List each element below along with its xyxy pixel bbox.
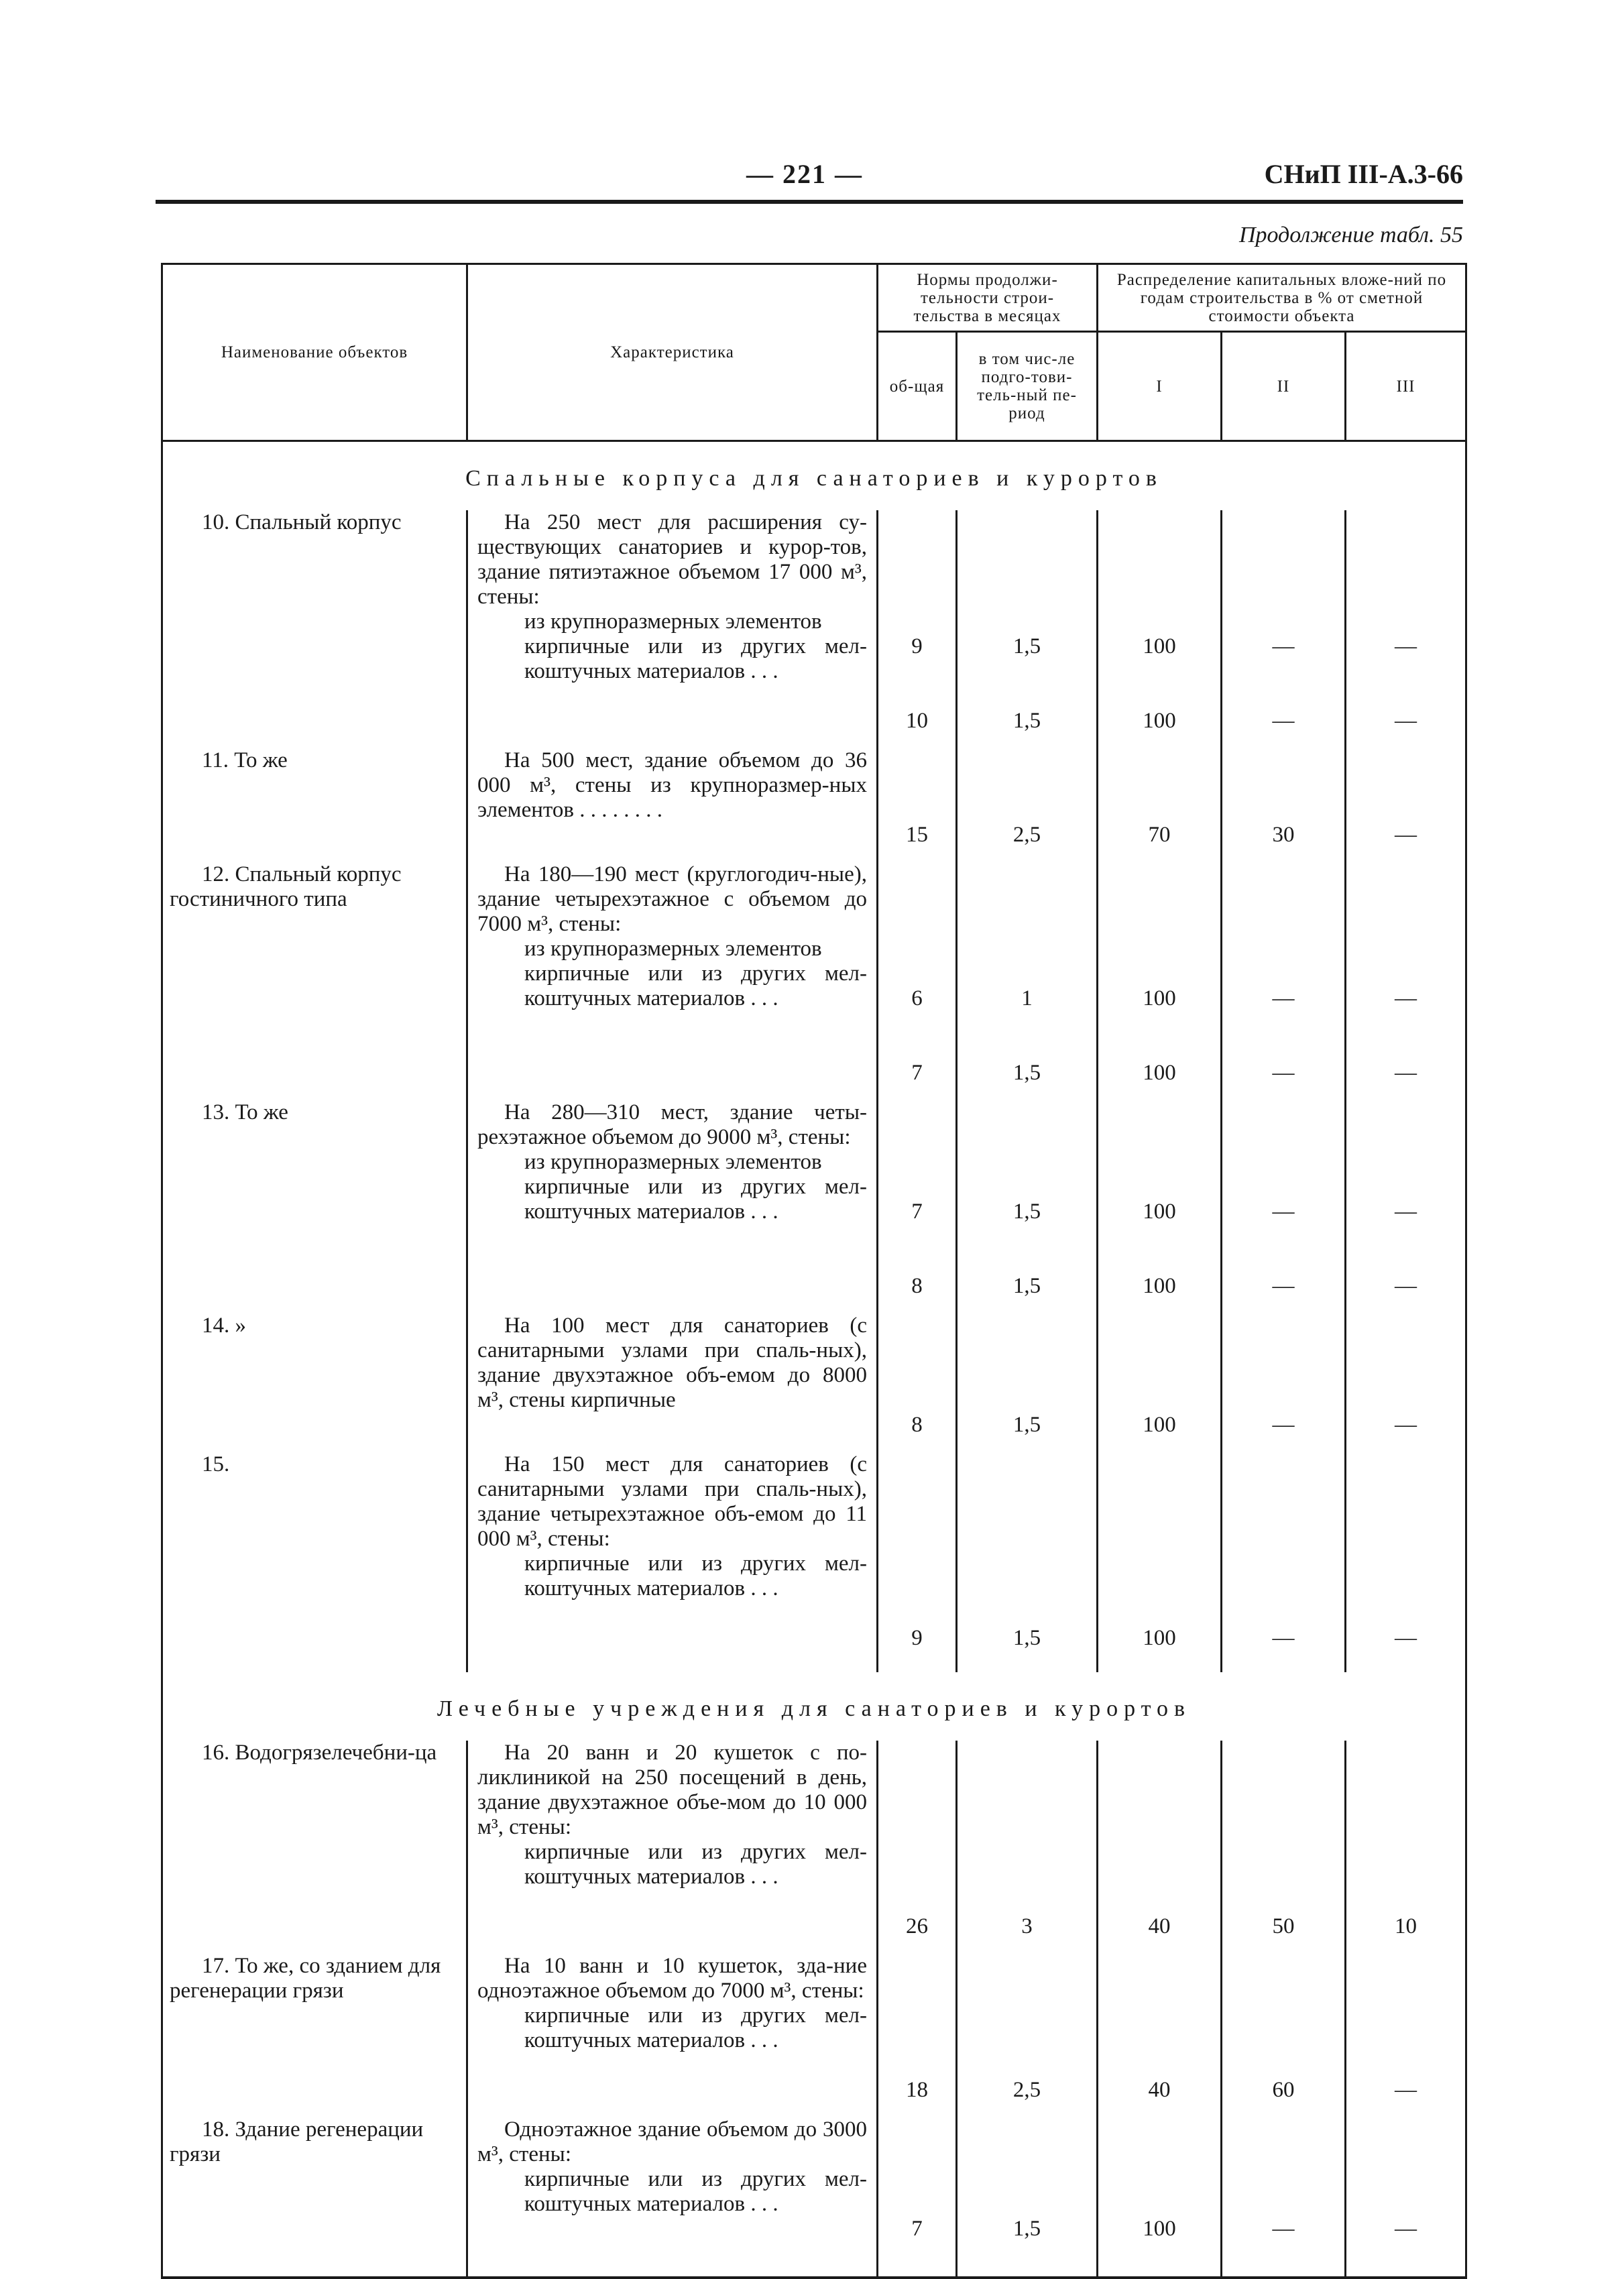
- value-year-3-cell: [1346, 748, 1466, 848]
- spacer-cell: [162, 1299, 467, 1313]
- characteristics-lead: На 500 мест, здание объемом до 36 000 м³, стены из крупноразмер-ных элементов . . . . . . . .: [477, 748, 867, 822]
- value-year-1-cell: [1098, 748, 1222, 848]
- characteristics-lead: Одноэтажное здание объемом до 3000 м³, стены:: [477, 2117, 867, 2166]
- table-row: [162, 748, 1466, 848]
- spacer-cell: [957, 734, 1098, 748]
- value-total-cell: [878, 1100, 957, 1299]
- characteristics-sub-item: кирпичные или из других мел-коштучных материалов . . .: [524, 1552, 867, 1600]
- spacer-cell: [1098, 2241, 1222, 2256]
- spacer-cell: [467, 1086, 878, 1100]
- value-prep: 2,5: [1012, 2078, 1041, 2102]
- value-year-2-cell: [1222, 510, 1346, 734]
- value-year-2: —: [1272, 986, 1295, 1010]
- spacer-cell: [1346, 1086, 1466, 1100]
- characteristics-sub-item: кирпичные или из других мел-коштучных материалов . . .: [524, 1840, 867, 1889]
- spacer-cell: [1222, 734, 1346, 748]
- header-year-1: I: [1098, 332, 1222, 441]
- value-total-cell: [878, 2117, 957, 2241]
- value-year-3: —: [1395, 1200, 1417, 1224]
- spacer-cell: [878, 1086, 957, 1100]
- spacer-cell: [957, 1666, 1098, 1672]
- spacer-cell: [467, 1651, 878, 1666]
- object-name: 18. Здание регенерации грязи: [170, 2117, 424, 2166]
- characteristics-cell: [467, 1954, 878, 2103]
- spacer-cell: [162, 1666, 467, 1672]
- table-row: [162, 862, 1466, 1086]
- value-total: 8: [911, 1413, 923, 1437]
- characteristics-sub-item: из крупноразмерных элементов: [524, 1150, 822, 1174]
- value-year-1-cell: [1098, 1100, 1222, 1299]
- value-year-2: —: [1272, 1413, 1295, 1437]
- header-investment-distribution: Распределение капитальных вложе-ний по годам строительства в % от сметной стоимости объекта: [1098, 264, 1466, 332]
- value-total-cell: [878, 1313, 957, 1438]
- value-year-1: 70: [1148, 823, 1171, 847]
- header-characteristics: Характеристика: [467, 264, 878, 441]
- spacer-cell: [1222, 1939, 1346, 1954]
- spacer-cell: [1346, 848, 1466, 862]
- value-year-3-cell: [1346, 1741, 1466, 1939]
- spacer-cell: [467, 1438, 878, 1452]
- object-name-cell: [162, 1452, 467, 1651]
- header-year-2: II: [1222, 332, 1346, 441]
- object-name-cell: [162, 862, 467, 1086]
- value-year-3-cell: [1346, 510, 1466, 734]
- characteristics-cell: [467, 1100, 878, 1299]
- value-year-3: —: [1395, 634, 1417, 658]
- value-total: 18: [906, 2078, 928, 2102]
- value-prep: 1,5: [1012, 1274, 1041, 1298]
- header-total: об-щая: [878, 332, 957, 441]
- spacer-cell: [1346, 1939, 1466, 1954]
- header-name: Наименование объектов: [162, 264, 467, 441]
- value-prep-cell: [957, 1452, 1098, 1651]
- value-total-cell: [878, 1954, 957, 2103]
- spacer-cell: [957, 848, 1098, 862]
- value-year-3: —: [1395, 986, 1417, 1010]
- table-bottom-rule: [162, 2256, 1466, 2278]
- spacer-cell: [878, 2103, 957, 2117]
- object-name: 14. »: [202, 1313, 246, 1338]
- table-row: [162, 1954, 1466, 2103]
- characteristics-sub-item: из крупноразмерных элементов: [524, 609, 822, 634]
- table-body: [162, 441, 1466, 2278]
- spacer-cell: [162, 1086, 467, 1100]
- spacer-cell: [957, 1939, 1098, 1954]
- value-year-2-cell: [1222, 748, 1346, 848]
- value-year-3: —: [1395, 1413, 1417, 1437]
- row-spacer: [162, 1438, 1466, 1452]
- characteristics-sub-item: кирпичные или из других мел-коштучных материалов . . .: [524, 634, 867, 683]
- row-spacer: [162, 2103, 1466, 2117]
- value-year-2-cell: [1222, 862, 1346, 1086]
- characteristics-lead: На 20 ванн и 20 кушеток с по-ликлиникой на 250 посещений в день, здание двухэтажное объе-мом до 10 000 м³, стены:: [477, 1741, 867, 1839]
- spacer-cell: [878, 734, 957, 748]
- characteristics-sub-item: кирпичные или из других мел-коштучных материалов . . .: [524, 2167, 867, 2216]
- characteristics-lead: На 250 мест для расширения су-ществующих санаториев и курор-тов, здание пятиэтажное объемом 17 000 м³, стены:: [477, 510, 867, 609]
- value-total: 6: [911, 986, 923, 1010]
- value-year-3: —: [1395, 1626, 1417, 1650]
- characteristics-sub-item: кирпичные или из других мел-коштучных материалов . . .: [524, 1175, 867, 1224]
- value-prep-cell: [957, 1741, 1098, 1939]
- section-title: Лечебные учреждения для санаториев и курортов: [162, 1672, 1466, 1741]
- value-year-1: 100: [1143, 709, 1176, 733]
- value-total-cell: [878, 748, 957, 848]
- value-prep-cell: [957, 862, 1098, 1086]
- table-row: [162, 1741, 1466, 1939]
- bottom-rule-cell: [1222, 2256, 1346, 2278]
- value-prep: 3: [1021, 1914, 1033, 1938]
- spacer-cell: [1098, 734, 1222, 748]
- spacer-cell: [1222, 2241, 1346, 2256]
- value-prep-cell: [957, 748, 1098, 848]
- value-total-cell: [878, 1741, 957, 1939]
- characteristics-lead: На 180—190 мест (круглогодич-ные), здание четырехэтажное с объемом до 7000 м³, стены:: [477, 862, 867, 936]
- spacer-cell: [1346, 734, 1466, 748]
- value-year-3: —: [1395, 709, 1417, 733]
- value-prep: 1,5: [1012, 1413, 1041, 1437]
- value-year-2-cell: [1222, 1954, 1346, 2103]
- object-name: 10. Спальный корпус: [202, 510, 402, 534]
- object-name-cell: [162, 1741, 467, 1939]
- spacer-cell: [162, 848, 467, 862]
- value-year-1: 100: [1143, 1200, 1176, 1224]
- spacer-cell: [878, 2241, 957, 2256]
- spacer-cell: [957, 1299, 1098, 1313]
- spacer-cell: [957, 2103, 1098, 2117]
- spacer-cell: [1098, 2103, 1222, 2117]
- value-total: 9: [911, 1626, 923, 1650]
- object-name-cell: [162, 1954, 467, 2103]
- value-year-1: 100: [1143, 2217, 1176, 2241]
- value-prep: 2,5: [1012, 823, 1041, 847]
- value-prep-cell: [957, 2117, 1098, 2241]
- value-year-2: —: [1272, 1274, 1295, 1298]
- value-prep: 1,5: [1012, 634, 1041, 658]
- characteristics-cell: [467, 862, 878, 1086]
- spacer-cell: [1346, 1651, 1466, 1666]
- characteristics-sub-item: из крупноразмерных элементов: [524, 937, 822, 961]
- value-year-1: 100: [1143, 634, 1176, 658]
- value-total: 7: [911, 2217, 923, 2241]
- value-prep: 1,5: [1012, 1200, 1041, 1224]
- value-year-3-cell: [1346, 2117, 1466, 2241]
- value-year-2: 50: [1272, 1914, 1295, 1938]
- value-total-cell: [878, 510, 957, 734]
- characteristics-lead: На 280—310 мест, здание четы-рехэтажное объемом до 9000 м³, стены:: [477, 1100, 867, 1149]
- value-year-1: 100: [1143, 1061, 1176, 1085]
- value-year-3-cell: [1346, 1452, 1466, 1651]
- table-row: [162, 1313, 1466, 1438]
- characteristics-cell: [467, 1741, 878, 1939]
- characteristics-lead: На 10 ванн и 10 кушеток, зда-ние одноэтажное объемом до 7000 м³, стены:: [477, 1954, 867, 2003]
- value-year-3-cell: [1346, 1100, 1466, 1299]
- table-row: [162, 510, 1466, 734]
- spacer-cell: [1222, 2103, 1346, 2117]
- value-year-3: —: [1395, 1274, 1417, 1298]
- table-row: [162, 1452, 1466, 1651]
- value-year-3: —: [1395, 823, 1417, 847]
- spacer-cell: [162, 1651, 467, 1666]
- spacer-cell: [162, 1438, 467, 1452]
- spacer-cell: [1346, 1438, 1466, 1452]
- spacer-cell: [1222, 1651, 1346, 1666]
- value-year-3-cell: [1346, 1313, 1466, 1438]
- object-name: 13. То же: [202, 1100, 288, 1124]
- section-title: Спальные корпуса для санаториев и курортов: [162, 441, 1466, 511]
- spacer-cell: [1222, 848, 1346, 862]
- spacer-cell: [1346, 2241, 1466, 2256]
- value-year-1-cell: [1098, 510, 1222, 734]
- value-prep-cell: [957, 1954, 1098, 2103]
- value-year-2: 60: [1272, 2078, 1295, 2102]
- row-spacer: [162, 1651, 1466, 1666]
- spacer-cell: [1222, 1438, 1346, 1452]
- row-spacer: [162, 1939, 1466, 1954]
- row-spacer: [162, 1299, 1466, 1313]
- spacer-cell: [467, 1299, 878, 1313]
- value-prep-cell: [957, 1100, 1098, 1299]
- value-year-2-cell: [1222, 1452, 1346, 1651]
- bottom-rule-cell: [957, 2256, 1098, 2278]
- spacer-cell: [162, 1939, 467, 1954]
- characteristics-cell: [467, 748, 878, 848]
- value-year-3: 10: [1395, 1914, 1417, 1938]
- spacer-cell: [1098, 1086, 1222, 1100]
- value-year-3: —: [1395, 2078, 1417, 2102]
- spacer-cell: [1222, 1666, 1346, 1672]
- characteristics-sub-item: кирпичные или из других мел-коштучных материалов . . .: [524, 2003, 867, 2052]
- value-prep-cell: [957, 1313, 1098, 1438]
- value-year-2: —: [1272, 1200, 1295, 1224]
- spacer-cell: [1222, 1086, 1346, 1100]
- characteristics-lead: На 100 мест для санаториев (с санитарными узлами при спаль-ных), здание двухэтажное объ-емом до 8000 м³, стены кирпичные: [477, 1313, 867, 1412]
- spacer-cell: [162, 2241, 467, 2256]
- row-spacer: [162, 734, 1466, 748]
- row-spacer: [162, 1086, 1466, 1100]
- spacer-cell: [957, 1438, 1098, 1452]
- characteristics-cell: [467, 1313, 878, 1438]
- spacer-cell: [878, 1939, 957, 1954]
- spacer-cell: [957, 2241, 1098, 2256]
- value-year-2-cell: [1222, 1741, 1346, 1939]
- value-year-1: 100: [1143, 1626, 1176, 1650]
- row-spacer: [162, 2241, 1466, 2256]
- header-year-3: III: [1346, 332, 1466, 441]
- value-year-2: —: [1272, 1626, 1295, 1650]
- value-year-1-cell: [1098, 1954, 1222, 2103]
- spacer-cell: [957, 1086, 1098, 1100]
- spacer-cell: [1346, 2103, 1466, 2117]
- spacer-cell: [1098, 1939, 1222, 1954]
- characteristics-sub-item: кирпичные или из других мел-коштучных материалов . . .: [524, 961, 867, 1010]
- value-prep: 1: [1021, 986, 1033, 1010]
- value-year-1: 100: [1143, 986, 1176, 1010]
- value-total-cell: [878, 862, 957, 1086]
- value-total: 26: [906, 1914, 928, 1938]
- value-total: 7: [911, 1200, 923, 1224]
- table-continuation-label: Продолжение табл. 55: [1238, 223, 1463, 247]
- header-rule: [156, 200, 1463, 204]
- object-name: 16. Водогрязелечебни-ца: [202, 1741, 437, 1765]
- value-year-1: 40: [1148, 1914, 1171, 1938]
- document-code: СНиП III-А.3-66: [1264, 159, 1463, 189]
- header-duration-norms: Нормы продолжи-тельности строи-тельства в месяцах: [878, 264, 1098, 332]
- object-name: 11. То же: [202, 748, 288, 772]
- value-prep: 1,5: [1012, 709, 1041, 733]
- value-year-1: 40: [1148, 2078, 1171, 2102]
- spacer-cell: [1346, 1666, 1466, 1672]
- spacer-cell: [878, 1666, 957, 1672]
- object-name: 12. Спальный корпус гостиничного типа: [170, 862, 402, 911]
- value-year-2: —: [1272, 2217, 1295, 2241]
- spacer-cell: [878, 1651, 957, 1666]
- value-year-3-cell: [1346, 862, 1466, 1086]
- value-prep-cell: [957, 510, 1098, 734]
- value-year-3: —: [1395, 1061, 1417, 1085]
- section-end-spacer: [162, 1666, 1466, 1672]
- value-year-1-cell: [1098, 862, 1222, 1086]
- spacer-cell: [878, 1438, 957, 1452]
- value-year-1: 100: [1143, 1413, 1176, 1437]
- characteristics-cell: [467, 510, 878, 734]
- spacer-cell: [162, 734, 467, 748]
- value-prep: 1,5: [1012, 1626, 1041, 1650]
- value-year-2-cell: [1222, 1100, 1346, 1299]
- value-year-3-cell: [1346, 1954, 1466, 2103]
- object-name: 15.: [202, 1452, 230, 1476]
- value-year-1: 100: [1143, 1274, 1176, 1298]
- value-year-2-cell: [1222, 2117, 1346, 2241]
- object-name-cell: [162, 2117, 467, 2241]
- value-year-2: —: [1272, 709, 1295, 733]
- spacer-cell: [467, 734, 878, 748]
- norms-table: [161, 263, 1467, 2279]
- value-year-3: —: [1395, 2217, 1417, 2241]
- value-total: 8: [911, 1274, 923, 1298]
- value-total: 7: [911, 1061, 923, 1085]
- bottom-rule-cell: [467, 2256, 878, 2278]
- object-name-cell: [162, 748, 467, 848]
- row-spacer: [162, 848, 1466, 862]
- spacer-cell: [1346, 1299, 1466, 1313]
- value-year-2: —: [1272, 1061, 1295, 1085]
- spacer-cell: [467, 1666, 878, 1672]
- spacer-cell: [1222, 1299, 1346, 1313]
- value-total: 9: [911, 634, 923, 658]
- value-year-2: —: [1272, 634, 1295, 658]
- value-year-2: 30: [1272, 823, 1295, 847]
- spacer-cell: [467, 1939, 878, 1954]
- spacer-cell: [878, 1299, 957, 1313]
- spacer-cell: [878, 848, 957, 862]
- bottom-rule-cell: [1346, 2256, 1466, 2278]
- table-row: [162, 2117, 1466, 2241]
- spacer-cell: [957, 1651, 1098, 1666]
- value-year-2-cell: [1222, 1313, 1346, 1438]
- value-total-cell: [878, 1452, 957, 1651]
- bottom-rule-cell: [162, 2256, 467, 2278]
- bottom-rule-cell: [878, 2256, 957, 2278]
- value-year-1-cell: [1098, 2117, 1222, 2241]
- bottom-rule-cell: [1098, 2256, 1222, 2278]
- object-name: 17. То же, со зданием для регенерации грязи: [170, 1954, 441, 2003]
- value-prep: 1,5: [1012, 1061, 1041, 1085]
- characteristics-lead: На 150 мест для санаториев (с санитарными узлами при спаль-ных), здание четырехэтажное объ-емом до 11 000 м³, стены:: [477, 1452, 867, 1551]
- value-prep: 1,5: [1012, 2217, 1041, 2241]
- value-total: 10: [906, 709, 928, 733]
- object-name-cell: [162, 1100, 467, 1299]
- value-year-1-cell: [1098, 1452, 1222, 1651]
- value-year-1-cell: [1098, 1313, 1222, 1438]
- section-heading-row: [162, 441, 1466, 511]
- page-number: — 221 —: [746, 159, 863, 189]
- spacer-cell: [1098, 1666, 1222, 1672]
- value-total: 15: [906, 823, 928, 847]
- section-heading-row: [162, 1672, 1466, 1741]
- header-prep-period: в том чис-ле подго-тови-тель-ный пе-риод: [957, 332, 1098, 441]
- value-year-1-cell: [1098, 1741, 1222, 1939]
- spacer-cell: [1098, 1651, 1222, 1666]
- spacer-cell: [1098, 1438, 1222, 1452]
- object-name-cell: [162, 1313, 467, 1438]
- characteristics-cell: [467, 1452, 878, 1651]
- spacer-cell: [1098, 1299, 1222, 1313]
- spacer-cell: [467, 2103, 878, 2117]
- spacer-cell: [467, 848, 878, 862]
- spacer-cell: [467, 2241, 878, 2256]
- spacer-cell: [1098, 848, 1222, 862]
- table-row: [162, 1100, 1466, 1299]
- table-header: [162, 264, 1466, 441]
- object-name-cell: [162, 510, 467, 734]
- characteristics-cell: [467, 2117, 878, 2241]
- spacer-cell: [162, 2103, 467, 2117]
